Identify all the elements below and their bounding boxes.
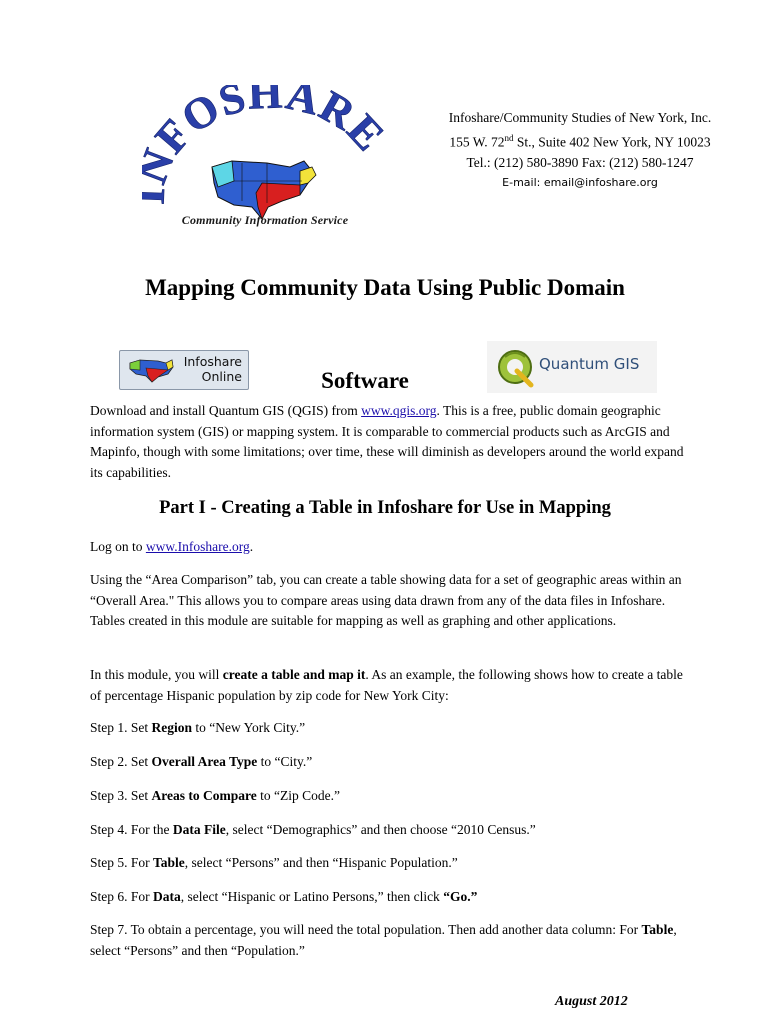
logon-paragraph: Log on to www.Infoshare.org.	[90, 539, 254, 554]
step-7: Step 7. To obtain a percentage, you will need the total population. Then add another data column: For Table, select “Persons” and then “Population.”	[90, 922, 677, 958]
page-title-line2: Software	[321, 368, 409, 393]
qgis-label: Quantum GIS	[539, 355, 640, 373]
logo-word: FOSHAR	[145, 85, 365, 163]
area-comparison-paragraph: Using the “Area Comparison” tab, you can create a table showing data for a set of geographic areas within an “Overall Area." This allows you to compare areas using data drawn from any of the data files in Infoshare. Tables created in this module are suitable for mapping as well as graphing and other applications.	[90, 572, 682, 628]
org-name: Infoshare/Community Studies of New York, Inc.	[448, 110, 712, 125]
qgis-icon	[495, 345, 535, 389]
page-title: Mapping Community Data Using Public Domain	[145, 275, 625, 300]
us-map-icon	[212, 161, 316, 219]
part1-heading: Part I - Creating a Table in Infoshare for Use in Mapping	[159, 498, 611, 518]
button-line2: Online	[201, 369, 242, 384]
footer-date: August 2012	[555, 994, 628, 1009]
qgis-logo	[487, 341, 657, 393]
email: E-mail: email@infoshare.org	[502, 175, 658, 189]
phone-fax: Tel.: (212) 580-3890 Fax: (212) 580-1247	[466, 154, 694, 170]
contact-block	[400, 108, 760, 193]
address: 155 W. 72nd St., Suite 402 New York, NY 10023	[449, 133, 711, 150]
intro-paragraph: Download and install Quantum GIS (QGIS) from www.qgis.org. This is a free, public domain geographic information system (GIS) or mapping system. It is comparable to commercial products such as ArcGIS and Mapinfo, though with some limitations; over time, these will diminish as developers around the world expand its capabilities.	[90, 403, 684, 480]
step-2: Step 2. Set Overall Area Type to “City.”	[90, 754, 313, 769]
module-paragraph: In this module, you will create a table and map it. As an example, the following shows how to create a table of percentage Hispanic population by zip code for New York City:	[90, 667, 683, 703]
infoshare-link[interactable]: www.Infoshare.org	[145, 539, 250, 554]
logo-tagline: Community Information Service	[181, 213, 349, 227]
qgis-link[interactable]: www.qgis.org	[361, 403, 437, 418]
step-1: Step 1. Set Region to “New York City.”	[90, 720, 306, 735]
step-5: Step 5. For Table, select “Persons” and then “Hispanic Population.”	[90, 855, 458, 870]
infoshare-online-button[interactable]	[119, 350, 249, 390]
step-4: Step 4. For the Data File, select “Demographics” and then choose “2010 Census.”	[90, 822, 536, 837]
step-6: Step 6. For Data, select “Hispanic or Latino Persons,” then click “Go.”	[90, 889, 478, 904]
step-3: Step 3. Set Areas to Compare to “Zip Code.”	[90, 788, 340, 803]
button-line1: Infoshare	[183, 354, 242, 369]
us-map-icon	[128, 358, 174, 384]
